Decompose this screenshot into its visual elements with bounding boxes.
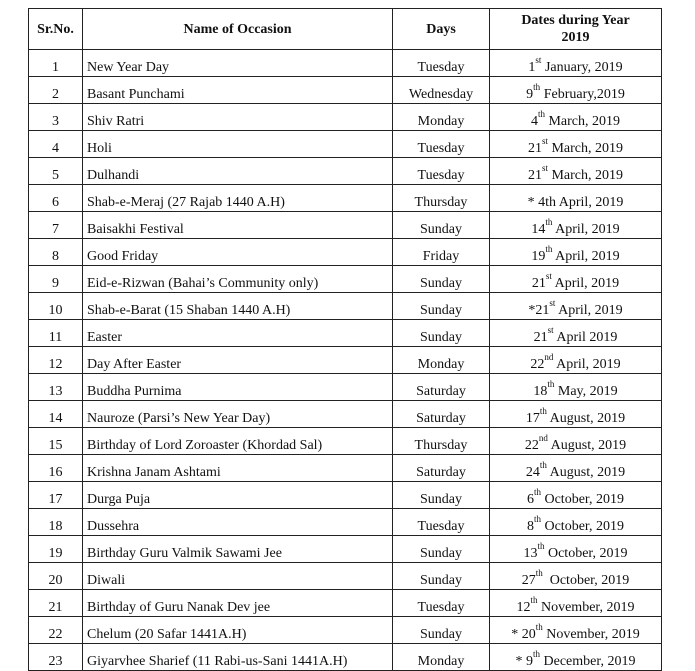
holiday-table (28, 8, 662, 671)
header-days: Days (393, 9, 490, 50)
date-ordinal-suffix: th (533, 649, 541, 660)
cell-day: Sunday (393, 293, 490, 320)
cell-occasion: Durga Puja (83, 482, 393, 509)
cell-occasion: Birthday of Guru Nanak Dev jee (83, 590, 393, 617)
date-rest: August, 2019 (546, 411, 626, 426)
date-rest: November, 2019 (542, 627, 640, 642)
cell-date (490, 239, 662, 266)
table-row (29, 374, 662, 401)
date-day: 22 (530, 357, 545, 372)
cell-date (490, 320, 662, 347)
cell-date (490, 266, 662, 293)
date-rest: May, 2019 (554, 384, 618, 399)
header-dates-line2: 2019 (561, 30, 590, 45)
cell-date (490, 131, 662, 158)
cell-sr-no: 6 (29, 185, 83, 212)
date-day: 8 (526, 519, 534, 534)
cell-occasion: Buddha Purnima (83, 374, 393, 401)
cell-date (490, 50, 662, 77)
date-ordinal-suffix: nd (544, 352, 554, 363)
cell-date (490, 563, 662, 590)
date-ordinal-suffix: st (545, 271, 552, 282)
date-ordinal-suffix: st (535, 55, 542, 66)
date-day: 9 (526, 654, 533, 669)
date-rest: April 2019 (553, 330, 618, 345)
table-row (29, 212, 662, 239)
date-day: 19 (531, 249, 546, 264)
date-ordinal-suffix: th (545, 217, 553, 228)
table-row (29, 185, 662, 212)
cell-day: Tuesday (393, 50, 490, 77)
cell-sr-no: 1 (29, 50, 83, 77)
cell-date (490, 347, 662, 374)
cell-date (490, 185, 662, 212)
table-row (29, 509, 662, 536)
date-rest: October, 2019 (542, 573, 630, 588)
cell-sr-no: 22 (29, 617, 83, 644)
cell-occasion: Diwali (83, 563, 393, 590)
date-day: 22 (524, 438, 539, 453)
cell-occasion: Krishna Janam Ashtami (83, 455, 393, 482)
date-prefix: * (527, 195, 539, 210)
cell-occasion: Dussehra (83, 509, 393, 536)
header-dates (490, 9, 662, 50)
cell-date (490, 401, 662, 428)
table-row (29, 590, 662, 617)
date-day: 21 (527, 141, 542, 156)
date-ordinal-suffix: th (533, 487, 541, 498)
cell-day: Sunday (393, 320, 490, 347)
date-rest: January, 2019 (541, 60, 623, 75)
cell-day: Monday (393, 104, 490, 131)
header-dates-line1: Dates during Year (521, 13, 630, 28)
date-rest: August, 2019 (547, 438, 627, 453)
table-row (29, 428, 662, 455)
table-row (29, 617, 662, 644)
date-ordinal-suffix: st (547, 325, 554, 336)
date-rest: November, 2019 (537, 600, 635, 615)
date-rest: October, 2019 (544, 546, 628, 561)
date-ordinal-suffix: th (539, 406, 547, 417)
date-day: 17 (525, 411, 540, 426)
date-rest: March, 2019 (544, 114, 621, 129)
date-rest: December, 2019 (540, 654, 636, 669)
table-row (29, 347, 662, 374)
cell-day: Sunday (393, 482, 490, 509)
table-row (29, 77, 662, 104)
date-rest: March, 2019 (547, 168, 624, 183)
date-ordinal-suffix: th (535, 622, 543, 633)
cell-date (490, 644, 662, 671)
cell-day: Monday (393, 644, 490, 671)
date-ordinal-suffix: th (533, 514, 541, 525)
date-day: 14 (531, 222, 546, 237)
cell-sr-no: 18 (29, 509, 83, 536)
cell-sr-no: 9 (29, 266, 83, 293)
cell-sr-no: 17 (29, 482, 83, 509)
cell-occasion: Day After Easter (83, 347, 393, 374)
cell-sr-no: 11 (29, 320, 83, 347)
date-day: 4 (530, 114, 538, 129)
cell-occasion: Eid-e-Rizwan (Bahai’s Community only) (83, 266, 393, 293)
cell-date (490, 428, 662, 455)
cell-day: Sunday (393, 617, 490, 644)
cell-day: Tuesday (393, 590, 490, 617)
cell-day: Thursday (393, 428, 490, 455)
date-rest: April, 2019 (556, 195, 624, 210)
date-day: 1 (528, 60, 536, 75)
date-ordinal-suffix: th (545, 244, 553, 255)
date-day: 18 (533, 384, 548, 399)
cell-sr-no: 2 (29, 77, 83, 104)
cell-day: Thursday (393, 185, 490, 212)
table-row (29, 401, 662, 428)
date-day: 21 (531, 276, 546, 291)
date-ordinal-suffix: st (541, 136, 548, 147)
table-row (29, 563, 662, 590)
cell-sr-no: 3 (29, 104, 83, 131)
table-row (29, 482, 662, 509)
cell-occasion: Giyarvhee Sharief (11 Rabi-us-Sani 1441A.H) (83, 644, 393, 671)
table-body (29, 50, 662, 671)
table-row (29, 158, 662, 185)
cell-occasion: Holi (83, 131, 393, 158)
cell-date (490, 617, 662, 644)
cell-sr-no: 12 (29, 347, 83, 374)
cell-sr-no: 5 (29, 158, 83, 185)
cell-sr-no: 20 (29, 563, 83, 590)
cell-sr-no: 7 (29, 212, 83, 239)
date-day: 21 (535, 303, 550, 318)
cell-day: Sunday (393, 212, 490, 239)
header-row (29, 9, 662, 50)
cell-day: Monday (393, 347, 490, 374)
cell-sr-no: 13 (29, 374, 83, 401)
date-ordinal-suffix: th (535, 568, 543, 579)
cell-occasion: Dulhandi (83, 158, 393, 185)
cell-date (490, 536, 662, 563)
cell-date (490, 455, 662, 482)
date-day: 4th (538, 195, 557, 210)
cell-sr-no: 23 (29, 644, 83, 671)
table-row (29, 50, 662, 77)
date-ordinal-suffix: th (533, 82, 541, 93)
date-ordinal-suffix: th (547, 379, 555, 390)
date-day: 12 (516, 600, 531, 615)
table-row (29, 131, 662, 158)
cell-day: Saturday (393, 401, 490, 428)
table-row (29, 536, 662, 563)
cell-day: Saturday (393, 455, 490, 482)
cell-day: Sunday (393, 536, 490, 563)
cell-date (490, 374, 662, 401)
date-rest: April, 2019 (552, 222, 620, 237)
cell-date (490, 509, 662, 536)
cell-sr-no: 10 (29, 293, 83, 320)
date-rest: February,2019 (540, 87, 625, 102)
date-day: 21 (533, 330, 548, 345)
cell-sr-no: 14 (29, 401, 83, 428)
cell-occasion: Shiv Ratri (83, 104, 393, 131)
date-ordinal-suffix: nd (538, 433, 548, 444)
date-rest: April, 2019 (553, 357, 621, 372)
cell-sr-no: 19 (29, 536, 83, 563)
date-ordinal-suffix: st (541, 163, 548, 174)
cell-date (490, 212, 662, 239)
date-ordinal-suffix: th (530, 595, 538, 606)
cell-day: Wednesday (393, 77, 490, 104)
cell-day: Friday (393, 239, 490, 266)
cell-occasion: New Year Day (83, 50, 393, 77)
cell-sr-no: 15 (29, 428, 83, 455)
table-row (29, 239, 662, 266)
date-rest: April, 2019 (551, 276, 620, 291)
cell-occasion: Baisakhi Festival (83, 212, 393, 239)
date-day: 21 (527, 168, 542, 183)
date-prefix: * (511, 627, 522, 642)
table-row (29, 644, 662, 671)
date-ordinal-suffix: th (537, 109, 545, 120)
date-rest: April, 2019 (552, 249, 620, 264)
cell-occasion: Easter (83, 320, 393, 347)
date-ordinal-suffix: st (549, 298, 556, 309)
date-rest: March, 2019 (547, 141, 624, 156)
table-header (29, 9, 662, 50)
table-row (29, 266, 662, 293)
header-sr-no: Sr.No. (29, 9, 83, 50)
cell-occasion: Shab-e-Meraj (27 Rajab 1440 A.H) (83, 185, 393, 212)
cell-day: Sunday (393, 266, 490, 293)
cell-sr-no: 16 (29, 455, 83, 482)
table-row (29, 293, 662, 320)
cell-date (490, 590, 662, 617)
date-day: 6 (526, 492, 534, 507)
cell-occasion: Birthday Guru Valmik Sawami Jee (83, 536, 393, 563)
cell-day: Tuesday (393, 158, 490, 185)
cell-day: Tuesday (393, 509, 490, 536)
table-row (29, 320, 662, 347)
cell-occasion: Chelum (20 Safar 1441A.H) (83, 617, 393, 644)
date-day: 9 (526, 87, 534, 102)
cell-occasion: Good Friday (83, 239, 393, 266)
date-day: 13 (523, 546, 538, 561)
date-rest: October, 2019 (540, 519, 625, 534)
date-prefix: * (528, 303, 536, 318)
date-rest: August, 2019 (546, 465, 626, 480)
cell-occasion: Birthday of Lord Zoroaster (Khordad Sal) (83, 428, 393, 455)
header-occasion: Name of Occasion (83, 9, 393, 50)
date-ordinal-suffix: th (539, 460, 547, 471)
date-rest: October, 2019 (540, 492, 625, 507)
cell-occasion: Basant Punchami (83, 77, 393, 104)
cell-occasion: Nauroze (Parsi’s New Year Day) (83, 401, 393, 428)
cell-date (490, 158, 662, 185)
cell-day: Saturday (393, 374, 490, 401)
cell-occasion: Shab-e-Barat (15 Shaban 1440 A.H) (83, 293, 393, 320)
cell-date (490, 104, 662, 131)
date-day: 27 (521, 573, 536, 588)
cell-date (490, 77, 662, 104)
cell-sr-no: 21 (29, 590, 83, 617)
cell-sr-no: 4 (29, 131, 83, 158)
date-prefix: * (515, 654, 526, 669)
cell-day: Sunday (393, 563, 490, 590)
cell-date (490, 482, 662, 509)
table-row (29, 455, 662, 482)
cell-day: Tuesday (393, 131, 490, 158)
date-ordinal-suffix: th (537, 541, 545, 552)
cell-sr-no: 8 (29, 239, 83, 266)
date-rest: April, 2019 (555, 303, 623, 318)
cell-date (490, 293, 662, 320)
table-row (29, 104, 662, 131)
date-day: 24 (525, 465, 540, 480)
date-day: 20 (521, 627, 536, 642)
